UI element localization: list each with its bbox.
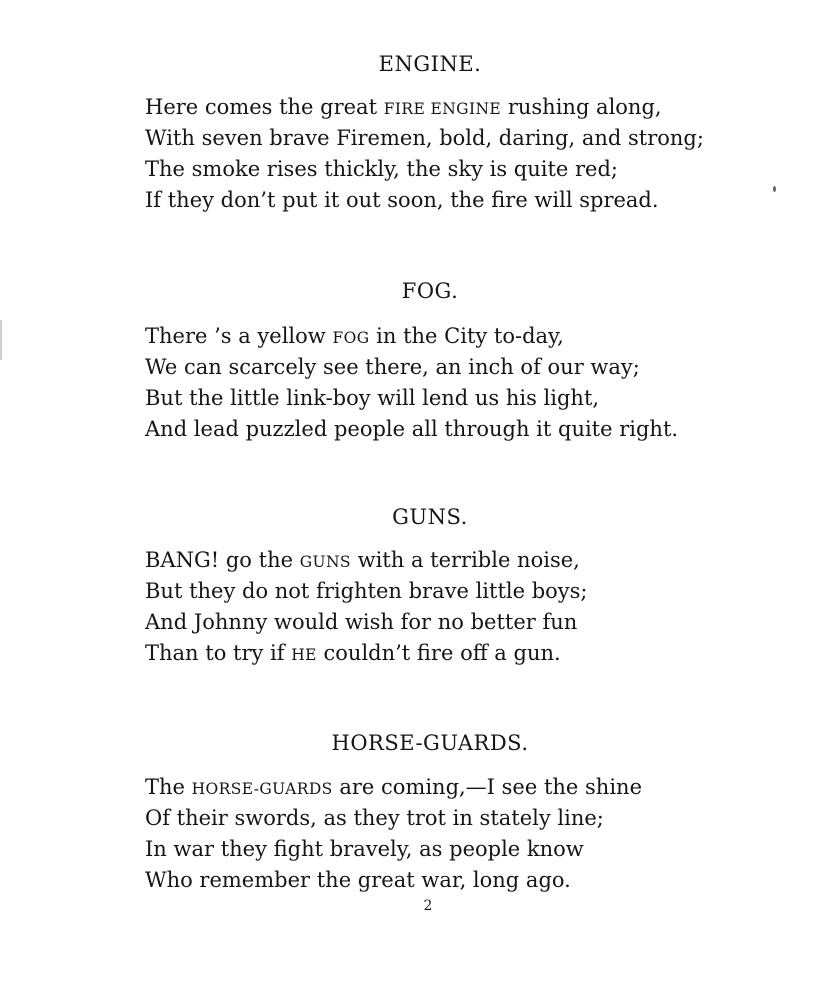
verse-text: And lead puzzled people all through it quite right. <box>145 417 679 441</box>
ink-speck <box>773 186 776 192</box>
verse-text: in the City to-day, <box>369 324 564 348</box>
verse-text: Of their swords, as they trot in stately line; <box>145 806 604 830</box>
section-title-guns: GUNS. <box>392 505 468 529</box>
section-title-horse-guards: HORSE-GUARDS. <box>331 731 529 755</box>
stanza-guns <box>145 545 785 669</box>
small-caps-text: HORSE-GUARDS <box>191 780 333 798</box>
verse-line <box>145 123 785 154</box>
verse-line <box>145 607 785 638</box>
section-title-fog: FOG. <box>401 279 459 303</box>
stanza-fog <box>145 321 785 445</box>
verse-line <box>145 185 785 216</box>
small-caps-text: FOG <box>332 329 370 347</box>
verse-text: The <box>145 775 192 799</box>
verse-line <box>145 383 785 414</box>
verse-text: But they do not frighten brave little boys; <box>145 579 588 603</box>
verse-line <box>145 414 785 445</box>
verse-line <box>145 803 785 834</box>
verse-text: Here comes the great <box>145 95 384 119</box>
stanza-horse-guards <box>145 772 785 896</box>
verse-text: couldn’t fire off a gun. <box>316 641 561 665</box>
section-title-engine: ENGINE. <box>378 52 482 76</box>
verse-line <box>145 834 785 865</box>
verse-text: If they don’t put it out soon, the fire will spread. <box>145 188 659 212</box>
verse-line <box>145 154 785 185</box>
verse-text: With seven brave Firemen, bold, daring, and strong; <box>145 126 704 150</box>
small-caps-text: HE <box>291 646 317 664</box>
verse-line <box>145 92 785 123</box>
verse-line <box>145 772 785 803</box>
verse-line <box>145 576 785 607</box>
small-caps-text: GUNS <box>299 553 351 571</box>
verse-text: We can scarcely see there, an inch of our way; <box>145 355 640 379</box>
verse-text: rushing along, <box>501 95 662 119</box>
small-caps-text: FIRE ENGINE <box>383 100 502 118</box>
verse-text: The smoke rises thickly, the sky is quite red; <box>145 157 619 181</box>
verse-text: In war they fight bravely, as people know <box>145 837 584 861</box>
verse-text: There ’s a yellow <box>145 324 333 348</box>
verse-text: BANG! go the <box>145 548 300 572</box>
verse-text: And Johnny would wish for no better fun <box>145 610 578 634</box>
verse-text: with a terrible noise, <box>350 548 580 572</box>
verse-line <box>145 638 785 669</box>
verse-line <box>145 352 785 383</box>
verse-line <box>145 865 785 896</box>
verse-line <box>145 545 785 576</box>
page-number: 2 <box>423 898 433 914</box>
stanza-engine <box>145 92 785 216</box>
verse-text: But the little link-boy will lend us his light, <box>145 386 600 410</box>
verse-text: are coming,—I see the shine <box>332 775 643 799</box>
verse-text: Who remember the great war, long ago. <box>145 868 571 892</box>
verse-line <box>145 321 785 352</box>
page-edge-mark <box>0 320 2 360</box>
verse-text: Than to try if <box>145 641 292 665</box>
